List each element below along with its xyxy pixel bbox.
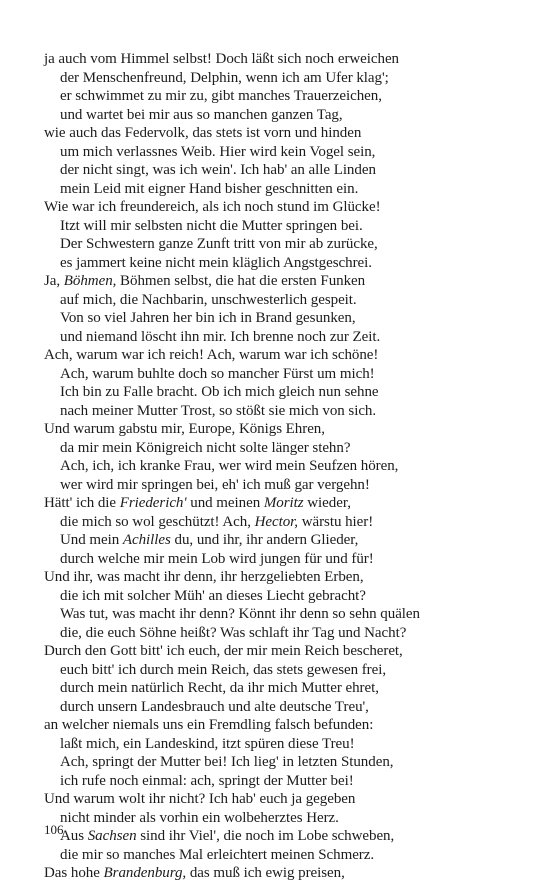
line-text: und meinen <box>186 495 264 511</box>
poem-line <box>44 827 514 846</box>
line-text: Ich bin zu Falle bracht. Ob ich mich gleich nun sehne <box>60 384 379 400</box>
line-text: laßt mich, ein Landeskind, itzt spüren diese Treu! <box>60 735 355 752</box>
line-text: durch welche mir mein Lob wird jungen für und für! <box>60 550 374 567</box>
line-text: nicht minder als vorhin ein wolbeherztes Herz. <box>60 809 339 826</box>
line-text: Was tut, was macht ihr denn? Könnt ihr denn so sehn quälen <box>60 606 420 622</box>
line-text: Durch den Gott bitt' ich euch, der mir mein Reich bescheret, <box>44 643 403 659</box>
line-text: um mich verlassnes Weib. Hier wird kein Vogel sein, <box>60 143 376 160</box>
poem-line <box>44 198 514 217</box>
poem-line <box>44 402 514 421</box>
poem-line <box>44 568 514 587</box>
line-text: Ja, <box>44 273 64 289</box>
line-text: wer wird mir springen bei, eh' ich muß gar vergehn! <box>60 476 370 493</box>
line-text: Ach, warum war ich reich! Ach, warum war ich schöne! <box>44 347 379 363</box>
poem-line <box>44 698 514 717</box>
line-text: Böhmen selbst, die hat die ersten Funken <box>116 273 366 289</box>
line-text: durch unsern Landesbrauch und alte deutsche Treu', <box>60 698 369 715</box>
line-text: es jammert keine nicht mein kläglich Angstgeschrei. <box>60 254 372 271</box>
line-text: er schwimmet zu mir zu, gibt manches Trauerzeichen, <box>60 88 382 104</box>
line-text: Das hohe <box>44 865 104 881</box>
poem-line <box>44 235 514 254</box>
poem-line <box>44 124 514 143</box>
poem-line <box>44 291 514 310</box>
line-text: Von so viel Jahren her bin ich in Brand gesunken, <box>60 310 356 326</box>
line-text: Und mein <box>60 532 123 548</box>
line-text: an welcher niemals uns ein Fremdling falsch befunden: <box>44 717 374 733</box>
poem-line <box>44 735 514 754</box>
poem-line <box>44 254 514 273</box>
poem-line <box>44 531 514 550</box>
line-text: die, die euch Söhne heißt? Was schlaft ihr Tag und Nacht? <box>60 624 407 641</box>
poem-line <box>44 624 514 643</box>
line-text: und wartet bei mir aus so manchen ganzen Tag, <box>60 106 343 123</box>
line-text: Der Schwestern ganze Zunft tritt von mir ab zurücke, <box>60 236 378 252</box>
poem-line <box>44 50 514 69</box>
poem-line <box>44 476 514 495</box>
poem-line <box>44 309 514 328</box>
line-text: ja auch vom Himmel selbst! Doch läßt sich noch erweichen <box>44 51 400 67</box>
poem-line <box>44 87 514 106</box>
line-text: wieder, <box>303 495 351 511</box>
line-text: wärstu hier! <box>298 513 374 530</box>
poem-line <box>44 846 514 865</box>
poem-line <box>44 180 514 199</box>
poem-line <box>44 790 514 809</box>
poem-line <box>44 457 514 476</box>
italic-name: Hector, <box>254 513 298 530</box>
poem-line <box>44 161 514 180</box>
line-text: wie auch das Federvolk, das stets ist vorn und hinden <box>44 125 362 141</box>
poem-line <box>44 679 514 698</box>
line-text: Und warum wolt ihr nicht? Ich hab' euch ja gegeben <box>44 791 356 807</box>
line-text: Hätt' ich die <box>44 495 120 511</box>
line-text: durch mein natürlich Recht, da ihr mich Mutter ehret, <box>60 680 379 696</box>
poem-line <box>44 772 514 791</box>
line-text: die mich so wol geschützt! Ach, <box>60 513 255 530</box>
poem-line <box>44 587 514 606</box>
poem-line <box>44 383 514 402</box>
line-text: euch bitt' ich durch mein Reich, das stets gewesen frei, <box>60 661 387 678</box>
line-text: Aus <box>60 828 88 844</box>
poem-line <box>44 605 514 624</box>
poem-line <box>44 550 514 569</box>
italic-name: Sachsen <box>87 828 137 844</box>
italic-name: Brandenburg, <box>103 865 187 881</box>
poem-line <box>44 365 514 384</box>
poem-line <box>44 513 514 532</box>
italic-name: Achilles <box>122 532 171 548</box>
poem-line <box>44 346 514 365</box>
line-text: und niemand löscht ihn mir. Ich brenne noch zur Zeit. <box>60 328 381 345</box>
line-text: nach meiner Mutter Trost, so stößt sie mich von sich. <box>60 402 377 419</box>
line-text: du, und ihr, ihr andern Glieder, <box>170 532 359 548</box>
line-text: Ach, springt der Mutter bei! Ich lieg' in letzten Stunden, <box>60 754 394 770</box>
line-text: der nicht singt, was ich wein'. Ich hab' an alle Linden <box>60 162 376 178</box>
page-number: 106 <box>44 822 64 837</box>
line-text: da mir mein Königreich nicht solte länger stehn? <box>60 439 351 456</box>
poem-line <box>44 217 514 236</box>
italic-name: Friederich' <box>119 495 187 511</box>
italic-name: Böhmen, <box>63 273 117 289</box>
poem-line <box>44 272 514 291</box>
line-text: das muß ich ewig preisen, <box>186 865 345 881</box>
poem-line <box>44 753 514 772</box>
poem-line <box>44 661 514 680</box>
poem-line <box>44 809 514 828</box>
poem-line <box>44 716 514 735</box>
line-text: Und ihr, was macht ihr denn, ihr herzgeliebten Erben, <box>44 569 364 585</box>
poem-text <box>44 50 514 883</box>
italic-name: Moritz <box>263 495 304 511</box>
poem-line <box>44 106 514 125</box>
poem-line <box>44 328 514 347</box>
line-text: der Menschenfreund, Delphin, wenn ich am Ufer klag'; <box>60 69 389 86</box>
line-text: Ach, warum buhlte doch so mancher Fürst um mich! <box>60 365 375 382</box>
line-text: sind ihr Viel', die noch im Lobe schweben, <box>136 828 395 844</box>
poem-line <box>44 642 514 661</box>
line-text: die ich mit solcher Müh' an dieses Liecht gebracht? <box>60 587 366 604</box>
line-text: Itzt will mir selbsten nicht die Mutter springen bei. <box>60 217 363 234</box>
poem-line <box>44 420 514 439</box>
poem-line <box>44 494 514 513</box>
line-text: Wie war ich freundereich, als ich noch stund im Glücke! <box>44 199 381 215</box>
line-text: die mir so manches Mal erleichtert meinen Schmerz. <box>60 846 375 863</box>
poem-line <box>44 143 514 162</box>
line-text: ich rufe noch einmal: ach, springt der Mutter bei! <box>60 772 354 789</box>
line-text: auf mich, die Nachbarin, unschwesterlich gespeit. <box>60 291 357 308</box>
poem-line <box>44 69 514 88</box>
line-text: mein Leid mit eigner Hand bisher geschnitten ein. <box>60 180 359 197</box>
line-text: Und warum gabstu mir, Europe, Königs Ehren, <box>44 421 325 437</box>
poem-line <box>44 439 514 458</box>
line-text: Ach, ich, ich kranke Frau, wer wird mein Seufzen hören, <box>60 458 399 474</box>
